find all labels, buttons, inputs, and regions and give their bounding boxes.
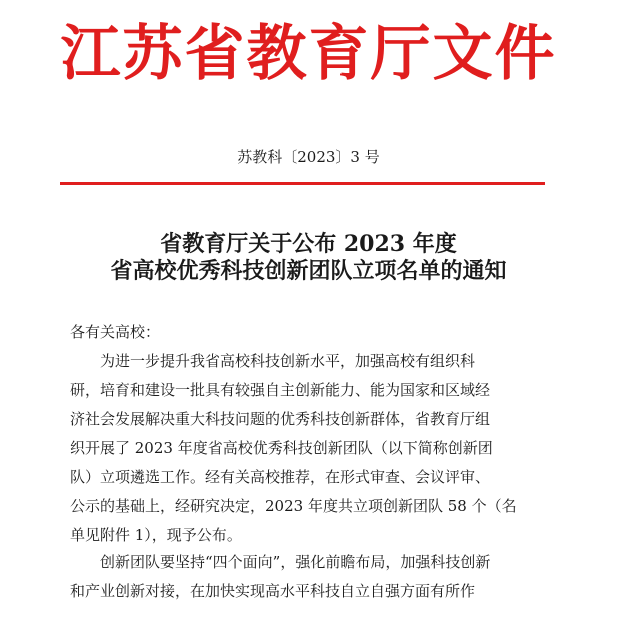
paragraph-line: 单见附件 1），现予公布。 [70, 526, 242, 544]
notice-title-line-2: 省高校优秀科技创新团队立项名单的通知 [110, 258, 507, 284]
paragraph-line: 研，培育和建设一批具有较强自主创新能力、能为国家和区域经 [70, 381, 491, 399]
paragraph-line: 队）立项遴选工作。经有关高校推荐，在形式审查、会议评审、 [70, 468, 491, 486]
paragraph-line: 公示的基础上，经研究决定，2023 年度共立项创新团队 58 个（名 [70, 497, 517, 515]
paragraph-line: 济社会发展解决重大科技问题的优秀科技创新群体，省教育厅组 [70, 410, 491, 428]
body-paragraph-2 [70, 548, 550, 606]
salutation: 各有关高校： [70, 323, 161, 341]
paragraph-line: 为进一步提升我省高校科技创新水平，加强高校有组织科 [100, 352, 476, 370]
masthead-title: 江苏省教育厅文件 [60, 19, 557, 89]
paragraph-line: 和产业创新对接，在加快实现高水平科技自立自强方面有所作 [70, 582, 476, 600]
body-paragraph-1 [70, 347, 550, 550]
red-divider-rule [60, 182, 545, 185]
notice-title-line-1: 省教育厅关于公布 2023 年度 [160, 231, 457, 257]
paragraph-line: 创新团队要坚持“四个面向”，强化前瞻布局，加强科技创新 [100, 553, 491, 571]
paragraph-line: 织开展了 2023 年度省高校优秀科技创新团队（以下简称创新团 [70, 439, 493, 457]
document-number: 苏教科〔2023〕3 号 [237, 148, 380, 166]
